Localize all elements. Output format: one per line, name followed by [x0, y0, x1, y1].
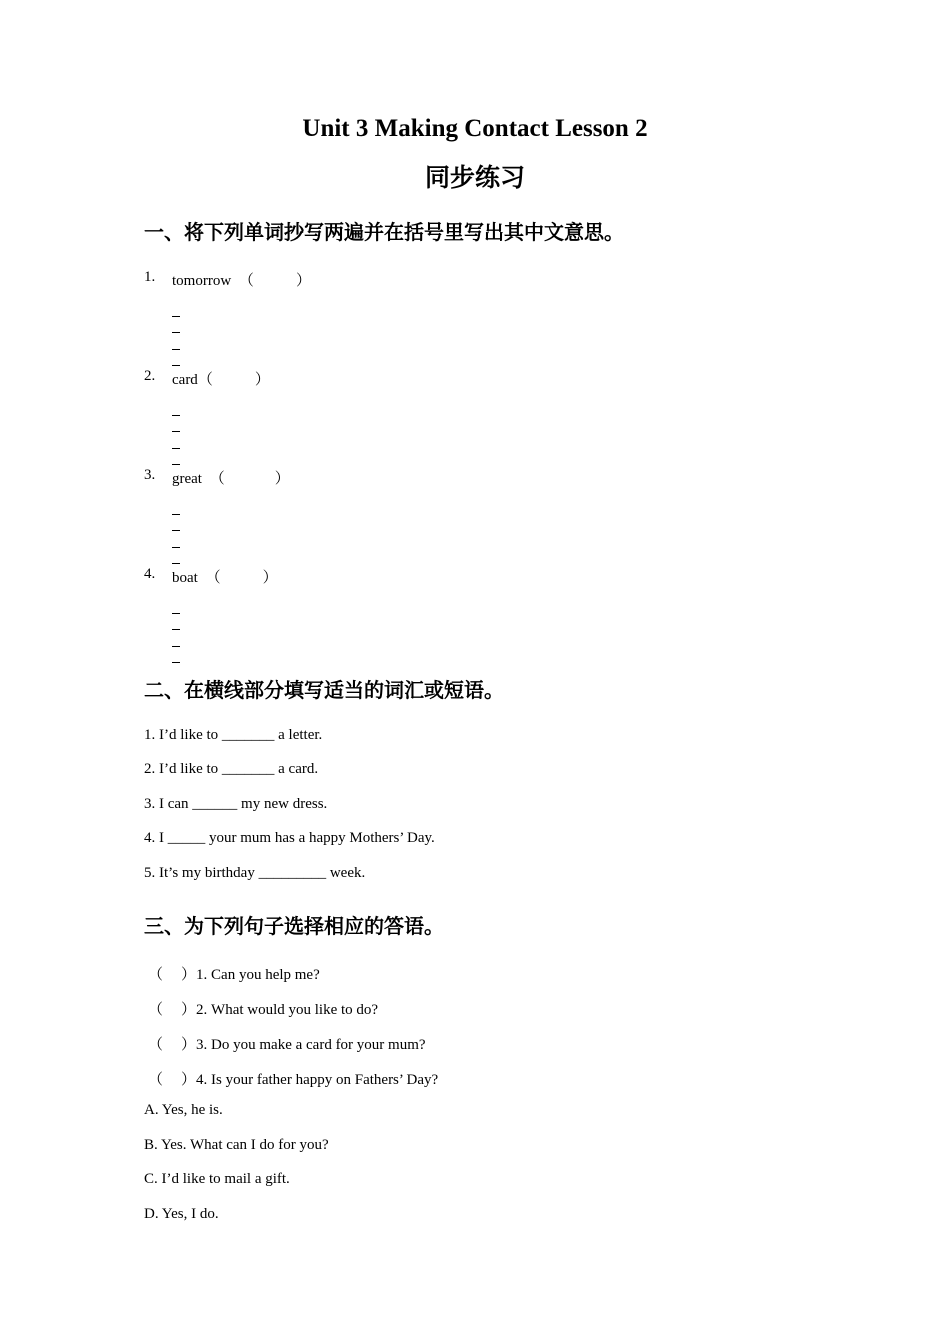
open-paren: （: [197, 370, 213, 388]
section-1-heading: 一、将下列单词抄写两遍并在括号里写出其中文意思。: [144, 220, 624, 244]
copy-line[interactable]: [172, 547, 180, 548]
question-text: 1. Can you help me?: [196, 967, 320, 983]
copy-line[interactable]: [172, 514, 180, 515]
close-paren: ）: [254, 370, 270, 388]
vocab-item: [172, 368, 270, 389]
copy-line[interactable]: [172, 431, 180, 432]
page-title: Unit 3 Making Contact Lesson 2: [302, 115, 648, 142]
vocab-item: [172, 269, 311, 290]
copy-line[interactable]: [172, 530, 180, 531]
close-paren: ）: [274, 469, 290, 487]
vocab-word: boat: [172, 570, 198, 586]
fill-blank-sentence: 4. I _____ your mum has a happy Mothers’ Day.: [144, 830, 435, 846]
answer-close-paren: ）: [181, 1035, 197, 1053]
answer-open-paren: （: [148, 1000, 164, 1018]
close-paren: ）: [262, 568, 278, 586]
vocab-word: card: [172, 372, 198, 388]
copy-line[interactable]: [172, 563, 180, 564]
section-3-heading: 三、为下列句子选择相应的答语。: [144, 914, 444, 938]
fill-blank-sentence: 3. I can ______ my new dress.: [144, 796, 328, 812]
answer-option: C. I’d like to mail a gift.: [144, 1171, 290, 1187]
vocab-word: great: [172, 471, 202, 487]
answer-option: A. Yes, he is.: [144, 1102, 223, 1118]
question-row: [148, 1033, 426, 1054]
copy-line[interactable]: [172, 332, 180, 333]
question-text: 2. What would you like to do?: [196, 1002, 379, 1018]
answer-close-paren: ）: [181, 1070, 197, 1088]
item-number: 2.: [144, 368, 156, 384]
copy-line[interactable]: [172, 365, 180, 366]
open-paren: （: [238, 271, 254, 289]
section-2-heading: 二、在横线部分填写适当的词汇或短语。: [144, 678, 504, 702]
fill-blank-sentence: 5. It’s my birthday _________ week.: [144, 865, 366, 881]
copy-line[interactable]: [172, 316, 180, 317]
page-subtitle: 同步练习: [424, 163, 525, 192]
vocab-item: [172, 566, 278, 587]
answer-open-paren: （: [148, 965, 164, 983]
question-text: 3. Do you make a card for your mum?: [196, 1037, 426, 1053]
item-number: 3.: [144, 467, 156, 483]
answer-option: B. Yes. What can I do for you?: [144, 1137, 329, 1153]
close-paren: ）: [295, 271, 311, 289]
answer-close-paren: ）: [181, 965, 197, 983]
open-paren: （: [209, 469, 225, 487]
vocab-word: tomorrow: [172, 273, 232, 289]
copy-line[interactable]: [172, 415, 180, 416]
question-text: 4. Is your father happy on Fathers’ Day?: [196, 1072, 439, 1088]
copy-line[interactable]: [172, 629, 180, 630]
copy-line[interactable]: [172, 662, 180, 663]
copy-line[interactable]: [172, 646, 180, 647]
question-row: [148, 998, 378, 1019]
fill-blank-sentence: 1. I’d like to _______ a letter.: [144, 727, 323, 743]
answer-close-paren: ）: [181, 1000, 197, 1018]
copy-line[interactable]: [172, 464, 180, 465]
vocab-item: [172, 467, 290, 488]
fill-blank-sentence: 2. I’d like to _______ a card.: [144, 761, 319, 777]
copy-line[interactable]: [172, 349, 180, 350]
open-paren: （: [205, 568, 221, 586]
answer-open-paren: （: [148, 1070, 164, 1088]
item-number: 4.: [144, 566, 156, 582]
answer-open-paren: （: [148, 1035, 164, 1053]
question-row: [148, 1068, 438, 1089]
item-number: 1.: [144, 269, 156, 285]
copy-line[interactable]: [172, 613, 180, 614]
copy-line[interactable]: [172, 448, 180, 449]
answer-option: D. Yes, I do.: [144, 1206, 219, 1222]
question-row: [148, 963, 320, 984]
